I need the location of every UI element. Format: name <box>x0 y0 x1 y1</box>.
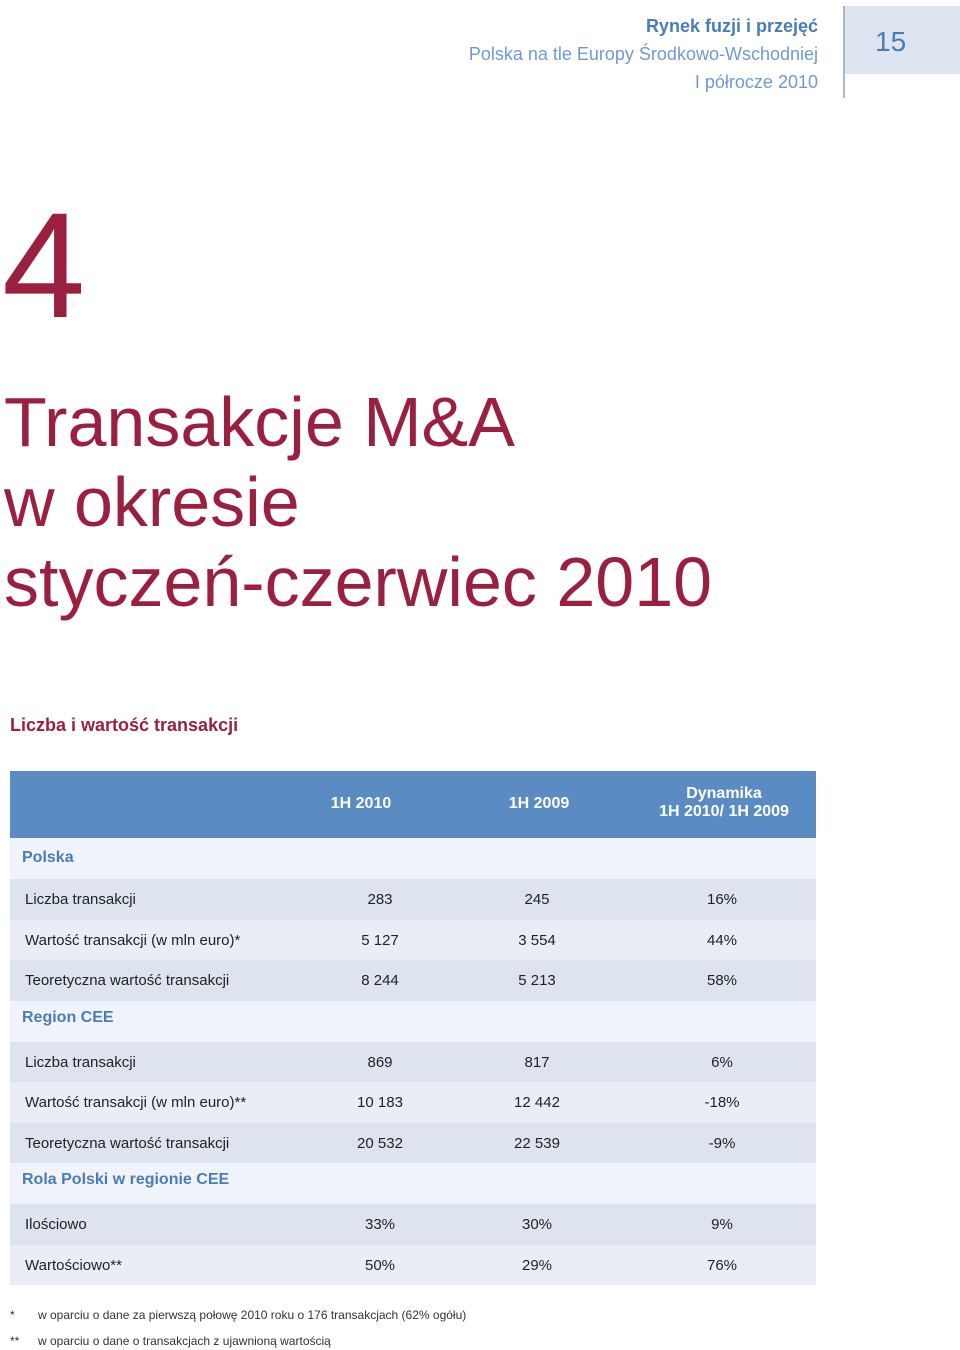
page-number: 15 <box>875 26 907 57</box>
section-title: Liczba i wartość transakcji <box>10 715 239 735</box>
value-1h2010: 50% <box>364 1256 396 1274</box>
table-row <box>10 960 816 1001</box>
table-row <box>10 1082 816 1123</box>
table-row <box>10 1042 816 1083</box>
column-header-dynamics-line: Dynamika <box>686 785 762 802</box>
row-label: Ilościowo <box>25 1216 87 1233</box>
section-label-poland-role: Rola Polski w regionie CEE <box>22 1171 230 1188</box>
value-dynamics: 76% <box>706 1256 738 1274</box>
footnote-text: w oparciu o dane za pierwszą połowę 2010 roku o 176 transakcjach (62% ogółu) <box>38 1308 467 1322</box>
value-1h2010: 33% <box>364 1216 396 1233</box>
table-section-header <box>10 1001 816 1042</box>
header-title: Rynek fuzji i przejęć <box>645 16 818 36</box>
row-label: Teoretyczna wartość transakcji <box>25 1134 230 1152</box>
section-label-polska: Polska <box>22 849 74 866</box>
value-1h2009: 5 213 <box>518 972 556 989</box>
value-dynamics: 58% <box>706 972 738 989</box>
value-dynamics: 9% <box>711 1216 733 1233</box>
column-header-dynamics-line: 1H 2010/ 1H 2009 <box>659 803 789 820</box>
table-row <box>10 879 816 920</box>
row-label: Liczba transakcji <box>25 891 136 908</box>
value-1h2010: 8 244 <box>361 972 399 989</box>
row-label: Wartościowo** <box>25 1256 122 1274</box>
value-dynamics: 44% <box>706 931 738 949</box>
value-1h2009: 22 539 <box>514 1134 560 1152</box>
value-1h2010: 283 <box>367 891 393 908</box>
chapter-number: 4 <box>2 181 86 349</box>
table-row <box>10 1204 816 1245</box>
value-dynamics: 16% <box>706 891 738 908</box>
column-header-1h2009: 1H 2009 <box>508 795 570 812</box>
row-label: Teoretyczna wartość transakcji <box>25 972 230 989</box>
row-label: Liczba transakcji <box>25 1053 136 1071</box>
value-dynamics: -18% <box>704 1094 740 1111</box>
chapter-title-line: w okresie <box>4 463 300 541</box>
table-row <box>10 920 816 961</box>
footnote-text: w oparciu o dane o transakcjach z ujawnioną wartością <box>38 1334 331 1348</box>
value-1h2009: 3 554 <box>518 931 556 949</box>
footnote <box>10 1308 466 1322</box>
header-period: I półrocze 2010 <box>694 72 818 92</box>
page-number-box <box>843 6 960 98</box>
value-1h2009: 30% <box>521 1216 553 1233</box>
value-dynamics: 6% <box>711 1053 733 1071</box>
value-1h2009: 245 <box>524 891 550 908</box>
value-1h2009: 12 442 <box>514 1094 560 1111</box>
value-1h2009: 29% <box>521 1256 553 1274</box>
header-subtitle: Polska na tle Europy Środkowo-Wschodniej <box>468 44 818 64</box>
value-dynamics: -9% <box>708 1134 736 1152</box>
table-section-header <box>10 838 816 879</box>
footnote <box>10 1334 331 1348</box>
section-label-region-cee: Region CEE <box>22 1008 114 1026</box>
table-row <box>10 1123 816 1164</box>
row-label: Wartość transakcji (w mln euro)* <box>25 931 241 949</box>
value-1h2010: 20 532 <box>357 1134 403 1152</box>
footnote-mark: * <box>10 1308 15 1322</box>
footnote-mark: ** <box>10 1334 20 1348</box>
chapter-title-line: styczeń-czerwiec 2010 <box>4 543 713 621</box>
value-1h2009: 817 <box>524 1053 550 1071</box>
row-label: Wartość transakcji (w mln euro)** <box>25 1094 247 1111</box>
column-header-dynamics <box>630 785 818 821</box>
value-1h2010: 869 <box>367 1053 393 1071</box>
chapter-title <box>4 382 712 622</box>
table-header <box>10 771 816 838</box>
value-1h2010: 5 127 <box>361 931 399 949</box>
column-header-1h2010: 1H 2010 <box>330 795 392 812</box>
value-1h2010: 10 183 <box>357 1094 403 1111</box>
table-row <box>10 1245 816 1286</box>
page-header <box>469 12 818 96</box>
table-section-header <box>10 1163 816 1204</box>
transactions-table <box>10 771 816 1285</box>
chapter-title-line: Transakcje M&A <box>4 383 515 461</box>
